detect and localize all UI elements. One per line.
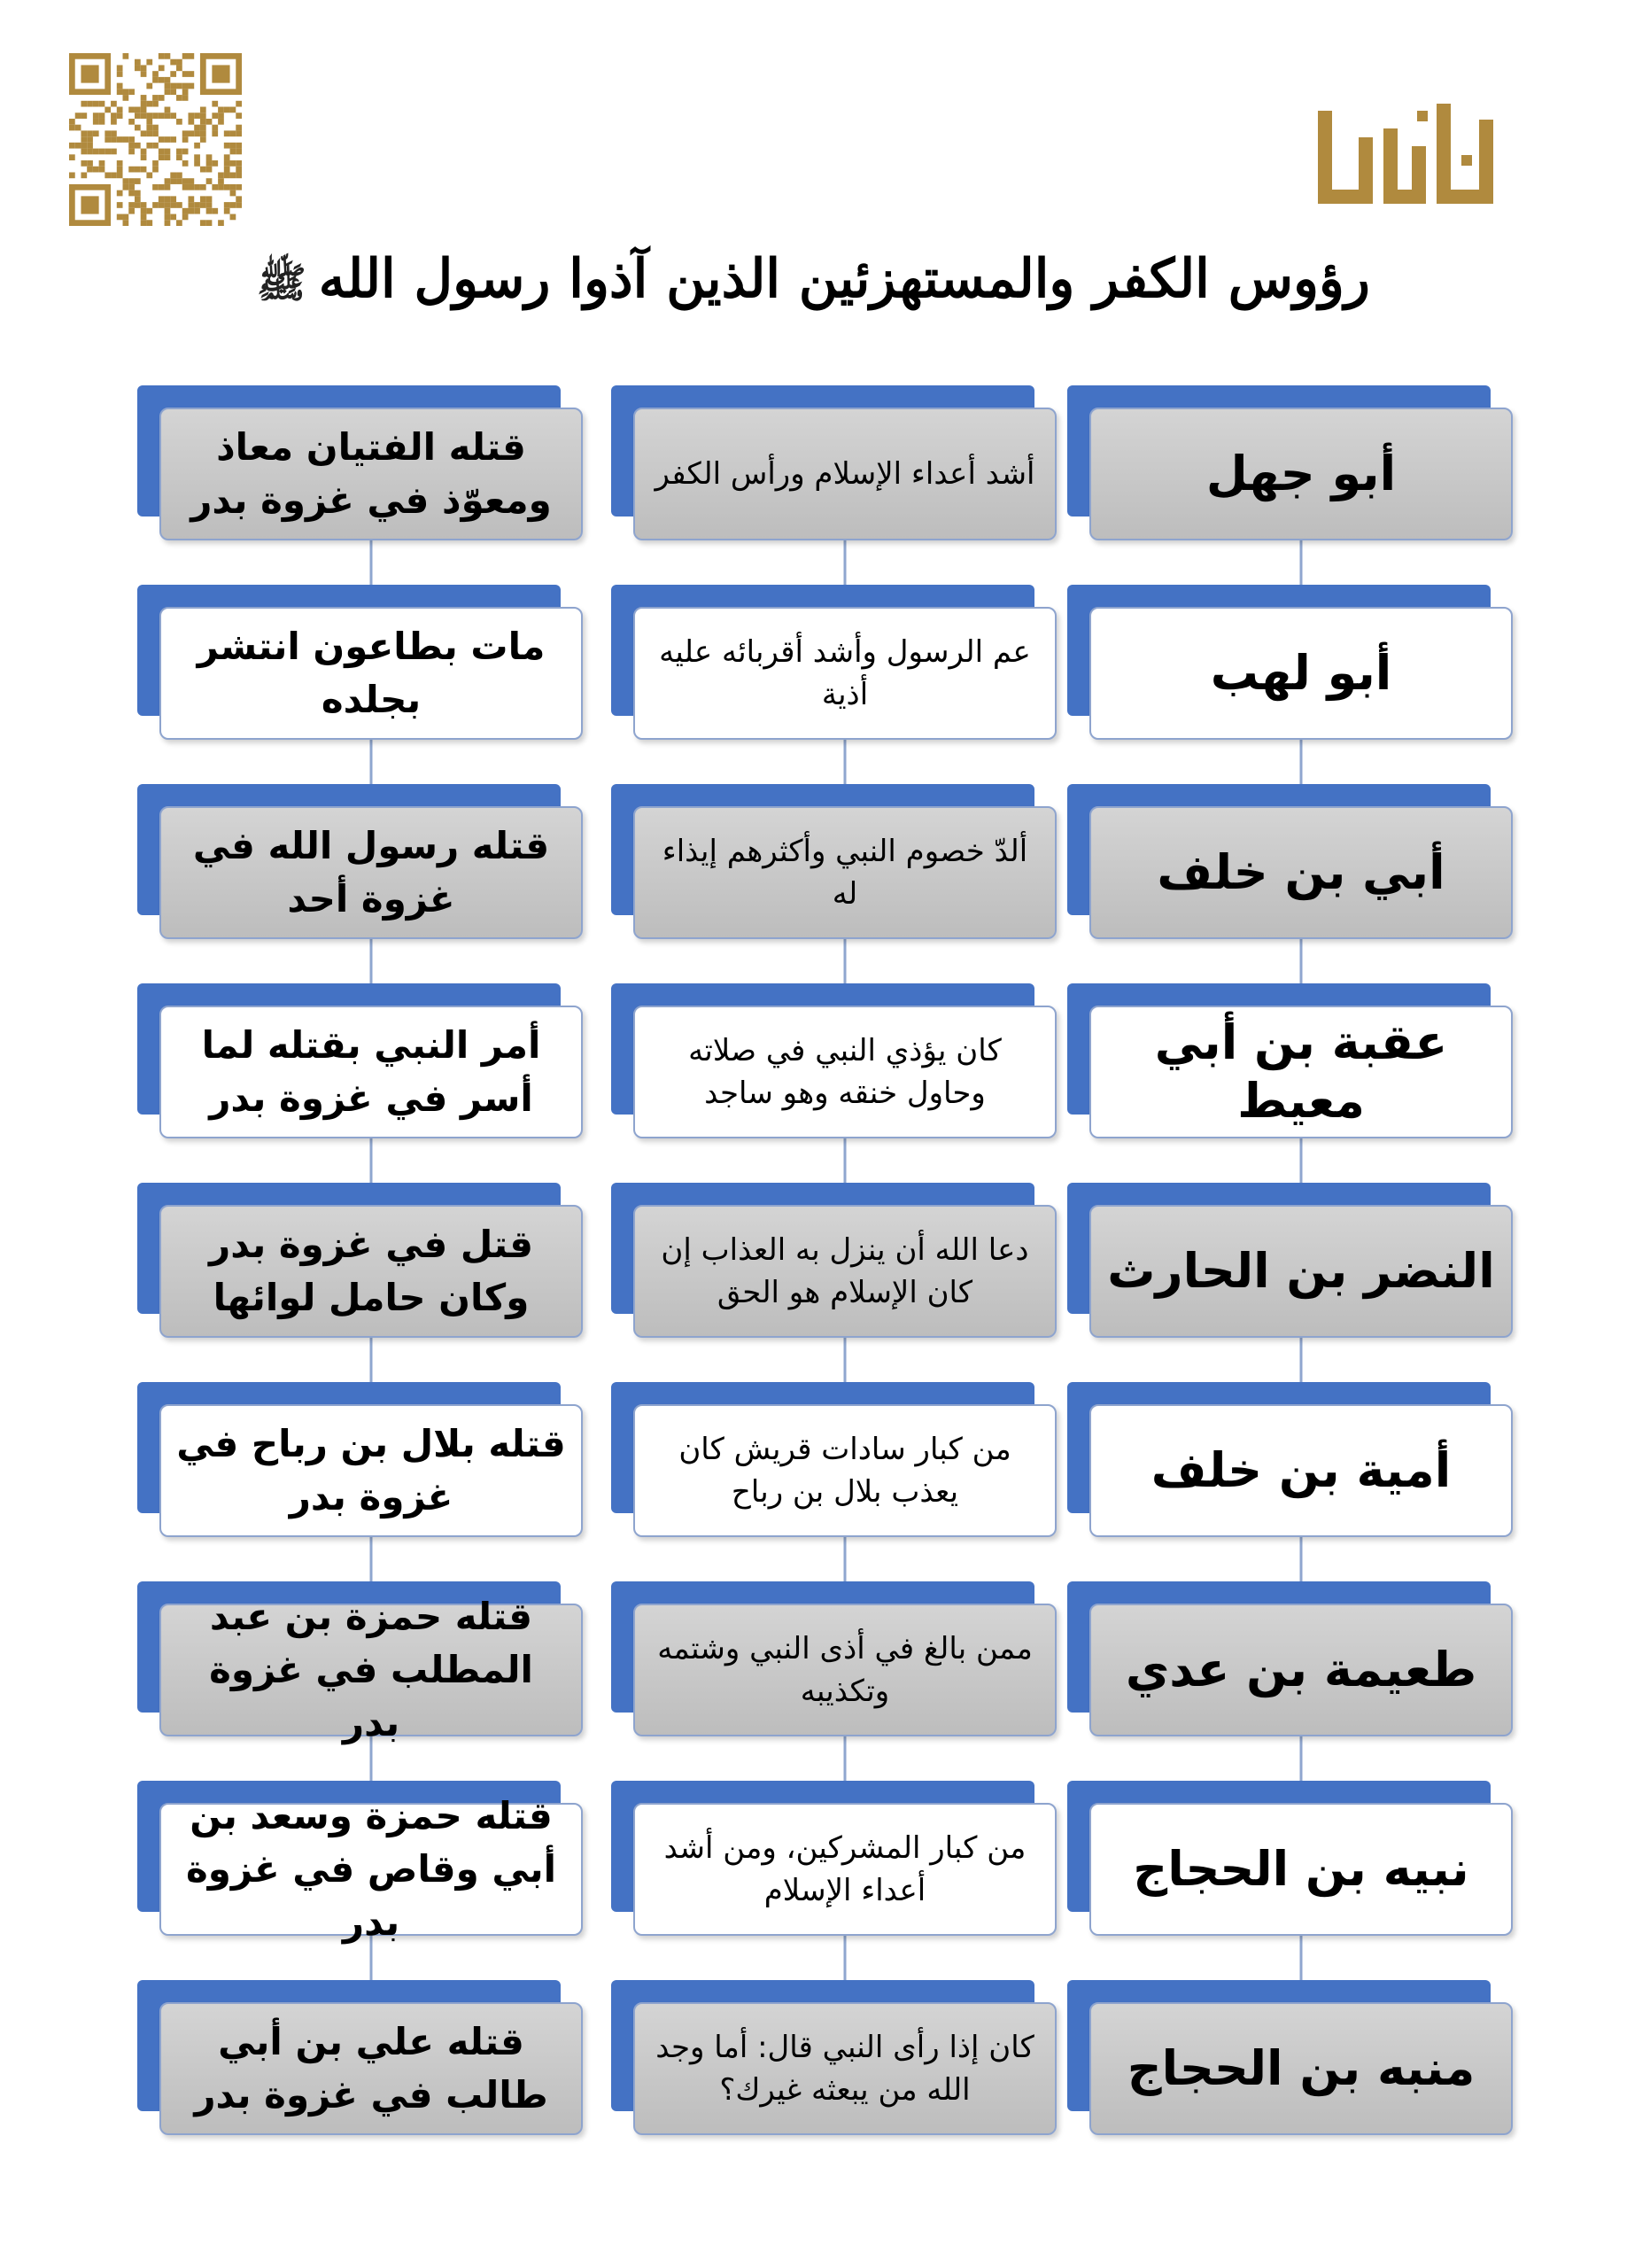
fate-box-face [159,2002,583,2135]
desc-text: كان إذا رأى النبي قال: أما وجد الله من يبعثه غيرك؟ [655,2030,1034,2108]
fate-box-face [159,1205,583,1338]
desc-box-face [633,1404,1057,1537]
name-text: أبو لهب [1210,645,1392,701]
name-box-face [1089,1404,1513,1537]
desc-text: ألدّ خصوم النبي وأكثرهم إيذاء له [662,834,1028,912]
fate-text: قتله رسول الله في غزوة أحد [192,824,550,920]
title-text: رؤوس الكفر والمستهزئين الذين آذوا رسول الله [318,248,1370,310]
name-box-face [1089,806,1513,939]
desc-text: دعا الله أن ينزل به العذاب إن كان الإسلام هو الحق [661,1232,1029,1310]
fate-text: قتله علي بن أبي طالب في غزوة بدر [194,2020,548,2117]
desc-box-face [633,1803,1057,1936]
name-text: أبو جهل [1205,446,1397,501]
name-box-face [1089,408,1513,540]
fate-box-face [159,1006,583,1138]
fate-box-face [159,408,583,540]
fate-box-face [159,607,583,740]
fate-text: قتله حمزة بن عبد المطلب في غزوة بدر [209,1595,533,1744]
name-text: نبيه بن الحجاج [1133,1841,1469,1897]
desc-text: عم الرسول وأشد أقربائه عليه أذية [659,634,1031,712]
fate-text: قتله الفتيان معاذ ومعوّذ في غزوة بدر [190,425,552,522]
name-box-face [1089,2002,1513,2135]
fate-text: أمر النبي بقتله لما أسر في غزوة بدر [201,1023,541,1120]
name-text: طعيمة بن عدي [1125,1642,1477,1697]
honorific-symbol: ﷺ [257,259,306,307]
name-box-face [1089,1006,1513,1138]
name-text: أبي بن خلف [1157,844,1445,900]
desc-box-face [633,1006,1057,1138]
fate-box-face [159,1404,583,1537]
name-box-face [1089,1604,1513,1736]
name-text: عقبة بن أبي معيط [1154,1014,1448,1129]
fate-box-face [159,1595,583,1744]
name-box-face [1089,607,1513,740]
desc-box-face [633,2002,1057,2135]
name-text: منبه بن الحجاج [1127,2040,1476,2096]
desc-text: ممن بالغ في أذى النبي وشتمه وتكذيبه [657,1631,1033,1709]
fate-text: قتل في غزوة بدر وكان حامل لوائها [209,1223,533,1319]
fate-text: قتله حمزة وسعد بن أبي وقاص في غزوة بدر [185,1794,557,1944]
desc-text: كان يؤذي النبي في صلاته وحاول خنقه وهو ساجد [688,1033,1002,1111]
desc-box-face [633,607,1057,740]
desc-text: من كبار سادات قريش كان يعذب بلال بن رباح [678,1432,1011,1510]
name-text: النضر بن الحارث [1107,1243,1495,1299]
name-box-face [1089,1803,1513,1936]
desc-box-face [633,408,1057,540]
name-text: أمية بن خلف [1151,1442,1452,1498]
desc-text: أشد أعداء الإسلام ورأس الكفر [655,456,1035,492]
fate-text: قتله بلال بن رباح في غزوة بدر [176,1422,566,1518]
desc-box-face [633,806,1057,939]
fate-box-face [159,1794,583,1944]
desc-text: من كبار المشركين، ومن أشد أعداء الإسلام [663,1830,1027,1908]
fate-text: مات بطاعون انتشر بجلده [197,625,546,721]
desc-box-face [633,1604,1057,1736]
fate-box-face [159,806,583,939]
name-box-face [1089,1205,1513,1338]
desc-box-face [633,1205,1057,1338]
